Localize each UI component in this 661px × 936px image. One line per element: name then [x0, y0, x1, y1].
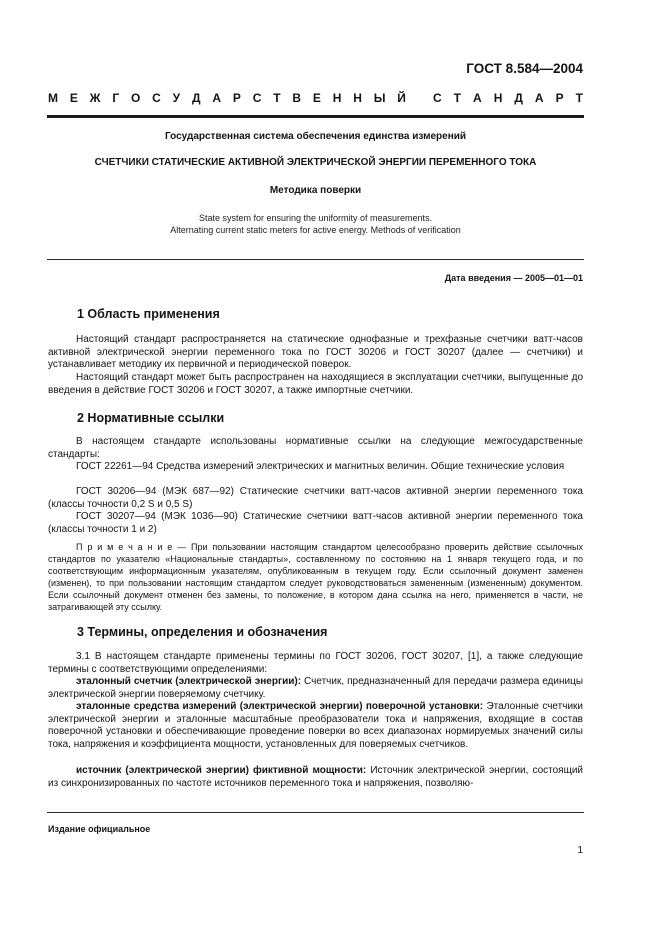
standard-word: С Т А Н Д А Р Т [433, 91, 583, 105]
definition-reference-meter: Счетчик, предназначенный для передачи размера единицы электрической энергии поверяемому счетчику. [48, 676, 584, 700]
official-edition-label: Издание официальное [48, 824, 151, 834]
page-number: 1 [577, 845, 583, 856]
introduction-date: Дата введения — 2005—01—01 [444, 273, 583, 283]
section-2-heading: 2 Нормативные ссылки [77, 411, 225, 425]
english-title-line-2: Alternating current static meters for active energy. Methods of verification [170, 225, 461, 235]
title-rule [47, 259, 584, 260]
note-paragraph: П р и м е ч а н и е — При пользовании настоящим стандартом целесообразно проверить действие ссылочных стандартов по указателю «Национальные стандарты», составленному по состоянию на 1 января текущего года, и по соответствующим информационным указателям, опубликованным в текущем году. Если ссылочный документ заменен (изменен), то при пользовании настоящим стандартом следует руководствоваться замененным (измененным) документом. Если ссылочный документ отменен без замены, то положение, в котором дана ссылка на него, применяется в части, не затрагивающей эту ссылку. [48, 542, 583, 612]
interstate-word: М Е Ж Г О С У Д А Р С Т В Е Н Н Ы Й [48, 91, 406, 105]
reference-gost-30206: ГОСТ 30206—94 (МЭК 687—92) Статические счетчики ватт-часов активной энергии переменного тока (классы точности 0,2 S и 0,5 S) [48, 486, 583, 510]
english-title [47, 212, 584, 236]
english-title-line-1: State system for ensuring the uniformity of measurements. [198, 213, 433, 223]
section-1-heading: 1 Область применения [77, 307, 220, 321]
definition-fictitious-power-source: Источник электрической энергии, состоящий из синхронизированных по частоте источников переменного тока и напряжения, позволяю- [48, 765, 583, 789]
method-title: Методика поверки [269, 185, 362, 196]
reference-gost-22261: ГОСТ 22261—94 Средства измерений электрических и магнитных величин. Общие технические условия [76, 461, 565, 472]
term-reference-instruments: эталонные средства измерений (электрической энергии) поверочной установки: [76, 701, 484, 712]
term-definition-reference-meter [48, 676, 583, 701]
interstate-standard-banner [48, 91, 583, 105]
header-rule [47, 115, 584, 118]
section-1-paragraph-2: Настоящий стандарт может быть распространен на находящиеся в эксплуатации счетчики, выпущенные до введения в действие ГОСТ 30206 и ГОСТ 30207, а также импортные счетчики. [48, 372, 583, 396]
system-title: Государственная система обеспечения единства измерений [164, 131, 467, 142]
section-2-paragraph-1: В настоящем стандарте использованы нормативные ссылки на следующие межгосударственные стандарты: [48, 436, 583, 460]
term-reference-meter: эталонный счетчик (электрической энергии): [76, 676, 302, 687]
main-title: СЧЕТЧИКИ СТАТИЧЕСКИЕ АКТИВНОЙ ЭЛЕКТРИЧЕСКОЙ ЭНЕРГИИ ПЕРЕМЕННОГО ТОКА [94, 157, 537, 168]
reference-gost-30207: ГОСТ 30207—94 (МЭК 1036—90) Статические счетчики ватт-часов активной энергии переменного тока (классы точности 1 и 2) [48, 511, 583, 535]
section-1-paragraph-1: Настоящий стандарт распространяется на статические однофазные и трехфазные счетчики ватт-часов активной электрической энергии переменного тока по ГОСТ 30206 и ГОСТ 30207 (далее — счетчики) и устанавливает методику их первичной и периодической поверок. [48, 334, 583, 371]
term-definition-fictitious-power-source [48, 765, 583, 790]
document-number: ГОСТ 8.584—2004 [466, 61, 583, 76]
term-fictitious-power-source: источник (электрической энергии) фиктивной мощности: [76, 765, 367, 776]
term-definition-reference-instruments [48, 701, 583, 752]
footer-rule [47, 812, 584, 813]
section-3-heading: 3 Термины, определения и обозначения [77, 625, 328, 639]
section-3-paragraph-1: 3.1 В настоящем стандарте применены термины по ГОСТ 30206, ГОСТ 30207, [1], а также следующие термины с соответствующими определениями: [48, 651, 583, 675]
definition-reference-instruments: Эталонные счетчики электрической энергии и эталонные масштабные преобразователи тока и напряжения, входящие в состав поверочной установки и обеспечивающие проведение поверки во всех диапазонах нормируемых значений силы тока, напряжения и коэффициента мощности, установленных для поверяемых счетчиков. [48, 701, 583, 751]
